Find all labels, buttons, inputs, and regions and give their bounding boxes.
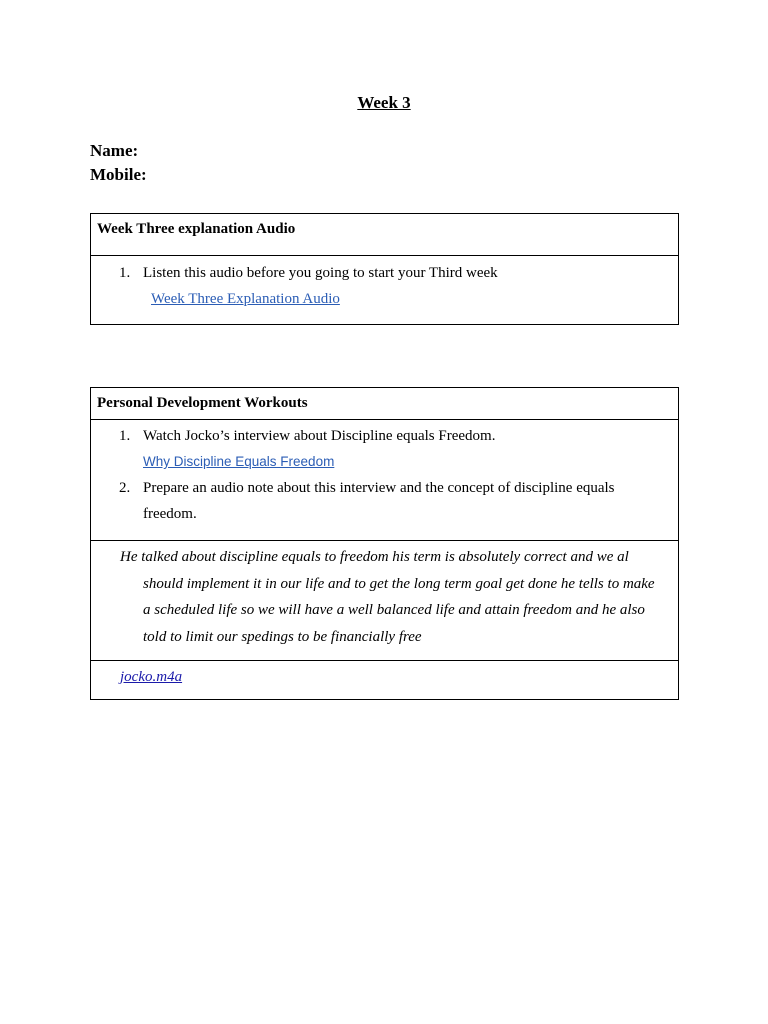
list-number: 1. (119, 428, 131, 444)
file-attachment-cell (91, 661, 679, 700)
list-number: 2. (119, 480, 131, 496)
file-link-wrap (91, 661, 678, 688)
answer-cell (91, 541, 679, 661)
workouts-instruction-list (91, 423, 678, 527)
audio-link-line (91, 286, 678, 312)
list-number: 1. (119, 265, 131, 281)
page-title: Week 3 (357, 93, 411, 112)
mobile-label: Mobile: (90, 165, 147, 184)
audio-section-table (90, 213, 679, 325)
audio-instruction-list (91, 260, 678, 286)
list-item (91, 423, 678, 475)
week-three-audio-link[interactable]: Week Three Explanation Audio (151, 291, 340, 307)
discipline-link-line (143, 449, 668, 475)
discipline-equals-freedom-link[interactable]: Why Discipline Equals Freedom (143, 454, 335, 469)
list-item-text: Listen this audio before you going to start your Third week (143, 265, 498, 281)
workouts-section-header: Personal Development Workouts (91, 388, 679, 420)
audio-section-header: Week Three explanation Audio (91, 214, 679, 256)
name-label: Name: (90, 141, 139, 160)
workouts-section-table (90, 387, 679, 700)
list-item-text: Watch Jocko’s interview about Discipline equals Freedom. (143, 428, 496, 444)
answer-text: He talked about discipline equals to freedom his term is absolutely correct and we al should implement it in our life and to get the long term goal get done he tells to make a scheduled life so we will have a well balanced life and attain freedom and he also told to limit our spedings to be financially free (120, 549, 655, 646)
audio-section-body (91, 256, 679, 325)
audio-file-link[interactable]: jocko.m4a (120, 669, 183, 685)
list-item-text: Prepare an audio note about this interview and the concept of discipline equals freedom. (143, 480, 615, 522)
list-item (91, 260, 678, 286)
workouts-list-cell (91, 420, 679, 541)
list-item (91, 475, 678, 527)
